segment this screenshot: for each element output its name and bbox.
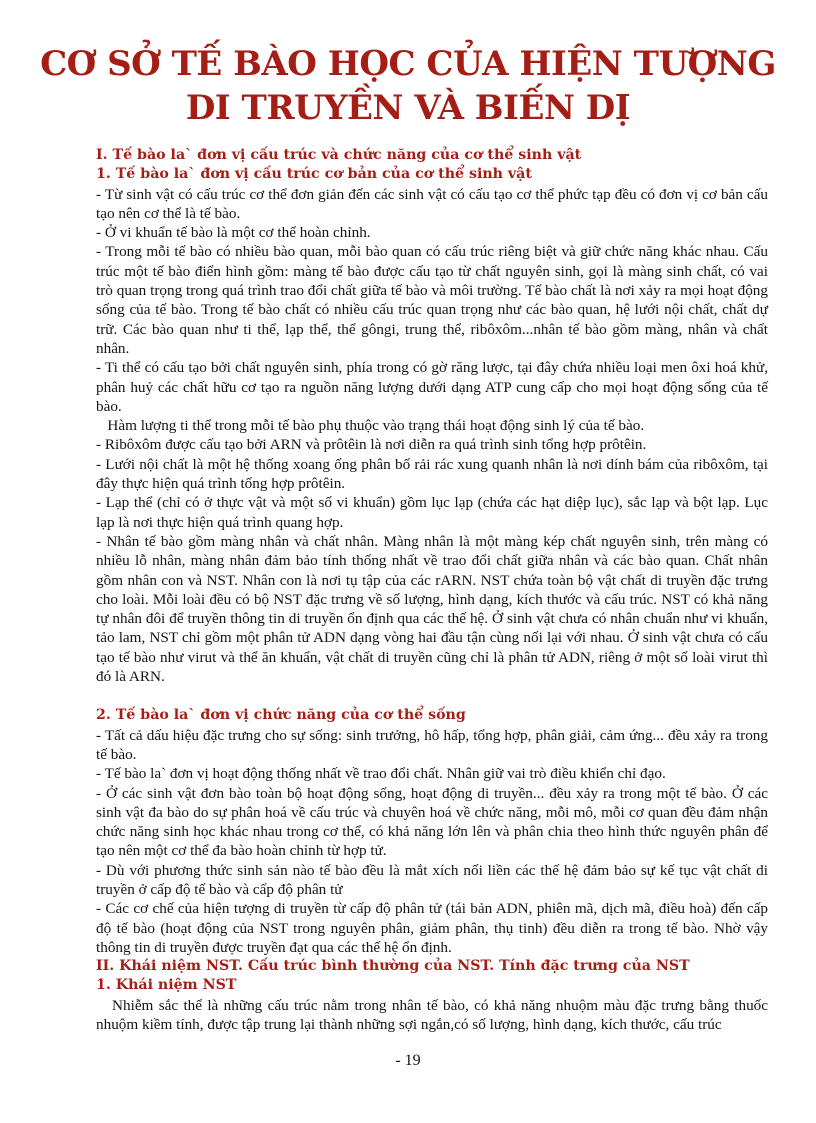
section-1-1-heading: 1. Tế bào la` đơn vị cấu trúc cơ bản của cơ thể sinh vật bbox=[96, 166, 532, 183]
paragraph: - Ở các sinh vật đơn bào toàn bộ hoạt động sống, hoạt động di truyền... đều xảy ra trong một tế bào. Ở các sinh vật đa bào do sự phân hoá về cấu trúc và chuyên hoá về chức năng, mỗi mô, mỗi cơ quan đều đảm nhận chức năng sinh học khác nhau trong cơ thể, có khả năng lớn lên và phân chia theo hình thức nguyên phân để tạo nên một cơ thể đa bào hoàn chỉnh từ hợp tử. bbox=[96, 784, 768, 860]
paragraph: - Lưới nội chất là một hệ thống xoang ống phân bố rải rác xung quanh nhân là nơi dính bám của ribôxôm, tại đây thực hiện quá trình tổng hợp prôtêin. bbox=[96, 455, 768, 493]
page-number: - 19 bbox=[395, 1052, 421, 1069]
paragraph: - Ribôxôm được cấu tạo bởi ARN và prôtêin là nơi diễn ra quá trình sinh tổng hợp prôtêin. bbox=[96, 436, 647, 454]
page-title bbox=[0, 42, 816, 130]
paragraph: - Lạp thể (chỉ có ở thực vật và một số vi khuẩn) gồm lục lạp (chứa các hạt diệp lục), sắc lạp và bột lạp. Lục lạp là nơi thực hiện quá trình quang hợp. bbox=[96, 494, 768, 531]
title-line-2: DI TRUYỀN VÀ BIẾN DỊ bbox=[185, 88, 631, 128]
title-line-1: CƠ SỞ TẾ BÀO HỌC CỦA HIỆN TƯỢNG bbox=[40, 44, 776, 84]
paragraph: - Trong mỗi tế bào có nhiều bào quan, mỗi bào quan có cấu trúc riêng biệt và giữ chức năng khác nhau. Cấu trúc một tế bào điển hình gồm: màng tế bào được cấu tạo từ chất nguyên sinh, gọi là màng sinh chất, có vai trò quan trọng trong quá trình trao đổi chất giữa tế bào và môi trường. Tế bào chất là nơi xảy ra mọi hoạt động sống của tế bào. Trong tế bào chất có nhiều cấu trúc quan trọng như các bào quan, hệ lưới nội chất, chất dự trữ. Các bào quan như ti thể, lạp thể, thể gôngi, trung thể, ribôxôm...nhân tế bào gồm màng, nhân và chất nhân. bbox=[96, 243, 768, 357]
spacer bbox=[96, 686, 768, 706]
paragraph: - Dù với phương thức sinh sản nào tế bào đều là mắt xích nối liền các thế hệ đảm bảo sự kế tục vật chất di truyền ở cấp độ tế bào và cấp độ phân tử bbox=[96, 861, 768, 898]
paragraph: - Các cơ chế của hiện tượng di truyền từ cấp độ phân tử (tái bản ADN, phiên mã, dịch mã, điều hoà) đến cấp độ tế bào (hoạt động của NST trong nguyên phân, giảm phân, thụ tinh) đều diễn ra trong tế bào. Nhờ vậy thông tin di truyền được truyền đạt qua các thế hệ ổn định. bbox=[96, 900, 768, 956]
section-2-1-heading: 1. Khái niệm NST bbox=[96, 977, 237, 994]
paragraph: Nhiễm sắc thể là những cấu trúc nằm trong nhân tế bào, có khả năng nhuộm màu đặc trưng bằng thuốc nhuộm kiềm tính, được tập trung lại thành những sợi ngắn,có số lượng, hình dạng, kích thước, cấu trúc bbox=[96, 996, 772, 1034]
section-1-heading: I. Tế bào la` đơn vị cấu trúc và chức năng của cơ thể sinh vật bbox=[96, 147, 582, 163]
paragraph: - Nhân tế bào gồm màng nhân và chất nhân. Màng nhân là một màng kép chất nguyên sinh, trên màng có nhiều lỗ nhân, màng nhân đảm bảo tính thống nhất về trao đổi chất giữa nhân và các bào quan. Chất nhân gồm nhân con và NST. Nhân con là nơi tụ tập của các rARN. NST chứa toàn bộ vật chất di truyền đặc trưng cho loài. Mỗi loài đều có bộ NST đặc trưng về số lượng, hình dạng, kích thước và cấu trúc. NST có khả năng tự nhân đôi để truyền thông tin di truyền ổn định qua các thế hệ. Ở sinh vật chưa có nhân chuẩn như vi khuẩn, tảo lam, NST chỉ gồm một phân tử ADN dạng vòng hai đầu tận cùng nối lại với nhau. Ở sinh vật chưa có cấu tạo tế bào như virut và thể ăn khuẩn, vật chất di truyền cũng chỉ là phân tử ADN, riêng ở một số loài virut thì đó là ARN. bbox=[96, 532, 768, 686]
document-body bbox=[96, 146, 772, 1034]
paragraph: - Tất cả dấu hiệu đặc trưng cho sự sống: sinh trưởng, hô hấp, tổng hợp, phân giải, cảm ứng... đều xảy ra trong tế bào. bbox=[96, 726, 768, 763]
section-2-heading: II. Khái niệm NST. Cấu trúc bình thường của NST. Tính đặc trưng của NST bbox=[96, 958, 690, 975]
paragraph: - Ti thể có cấu tạo bởi chất nguyên sinh, phía trong có gờ răng lược, tại đây chứa nhiều loại men ôxi hoá khử, phân huỷ các chất hữu cơ tạo ra nguồn năng lượng dưới dạng ATP cung cấp cho mọi hoạt động sống của tế bào. bbox=[96, 359, 768, 415]
paragraph: - Ở vi khuẩn tế bào là một cơ thể hoàn chỉnh. bbox=[96, 224, 371, 242]
paragraph: - Tế bào la` đơn vị hoạt động thống nhất về trao đổi chất. Nhân giữ vai trò điều khiển chỉ đạo. bbox=[96, 765, 666, 783]
paragraph: - Từ sinh vật có cấu trúc cơ thể đơn giản đến các sinh vật có cấu tạo cơ thể phức tạp đều có đơn vị cơ bản cấu tạo nên cơ thể là tế bào. bbox=[96, 185, 768, 222]
section-1-2-heading: 2. Tế bào la` đơn vị chức năng của cơ thể sống bbox=[96, 707, 466, 724]
paragraph: Hàm lượng ti thể trong mỗi tế bào phụ thuộc vào trạng thái hoạt động sinh lý của tế bào. bbox=[96, 417, 645, 435]
